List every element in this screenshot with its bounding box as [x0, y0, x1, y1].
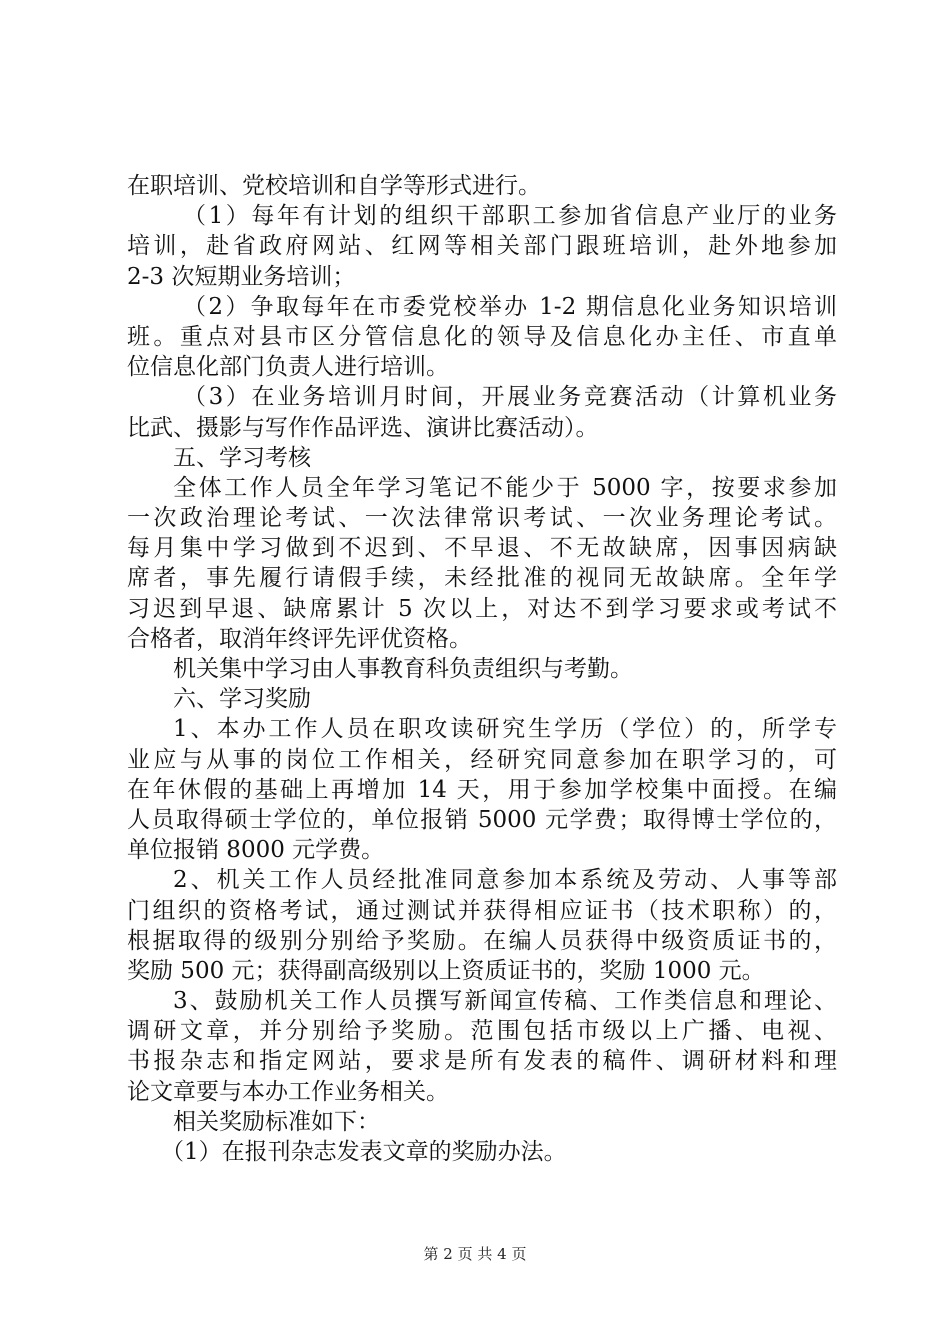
- text-line: 全体工作人员全年学习笔记不能少于 5000 字，按要求参加: [173, 474, 837, 501]
- text-line: 2、机关工作人员经批准同意参加本系统及劳动、人事等部: [173, 867, 837, 894]
- section-heading: 六、学习奖励: [173, 686, 311, 713]
- text-line: 机关集中学习由人事教育科负责组织与考勤。: [173, 656, 633, 682]
- text-line: 人员取得硕士学位的，单位报销 5000 元学费；取得博士学位的，: [127, 806, 837, 833]
- text-line: 比武、摄影与写作作品评选、演讲比赛活动）。: [127, 414, 599, 441]
- text-line: 论文章要与本办工作业务相关。: [127, 1078, 449, 1105]
- text-line: 1、本办工作人员在职攻读研究生学历（学位）的，所学专: [173, 716, 837, 743]
- text-line: 2-3 次短期业务培训；: [127, 263, 356, 290]
- text-line: 3、鼓励机关工作人员撰写新闻宣传稿、工作类信息和理论、: [173, 988, 837, 1015]
- text-line: 在职培训、党校培训和自学等形式进行。: [127, 173, 541, 199]
- text-line: （2）争取每年在市委党校举办 1-2 期信息化业务知识培训: [183, 293, 837, 320]
- page-number-footer: 第 2 页 共 4 页: [423, 1245, 527, 1263]
- text-line: 单位报销 8000 元学费。: [127, 837, 385, 864]
- text-line: 奖励 500 元；获得副高级别以上资质证书的，奖励 1000 元。: [127, 957, 765, 984]
- text-line: 根据取得的级别分别给予奖励。在编人员获得中级资质证书的，: [127, 927, 837, 954]
- text-line: 位信息化部门负责人进行培训。: [127, 354, 449, 381]
- text-line: 书报杂志和指定网站，要求是所有发表的稿件、调研材料和理: [127, 1048, 837, 1075]
- text-line: 一次政治理论考试、一次法律常识考试、一次业务理论考试。: [127, 505, 837, 532]
- text-line: 门组织的资格考试，通过测试并获得相应证书（技术职称）的，: [127, 897, 837, 924]
- text-line: 业应与从事的岗位工作相关，经研究同意参加在职学习的，可: [127, 746, 837, 773]
- section-heading: 五、学习考核: [173, 444, 311, 471]
- text-line: （3）在业务培训月时间，开展业务竞赛活动（计算机业务: [183, 384, 837, 411]
- text-line: 每月集中学习做到不迟到、不早退、不无故缺席，因事因病缺: [127, 535, 837, 562]
- text-line: 调研文章，并分别给予奖励。范围包括市级以上广播、电视、: [127, 1018, 837, 1045]
- text-line: 合格者，取消年终评先评优资格。: [127, 625, 472, 652]
- text-line: 在年休假的基础上再增加 14 天，用于参加学校集中面授。在编: [127, 776, 837, 803]
- text-line: 班。重点对县市区分管信息化的领导及信息化办主任、市直单: [127, 323, 837, 350]
- text-line: 习迟到早退、缺席累计 5 次以上，对达不到学习要求或考试不: [127, 595, 837, 622]
- text-line: （1）在报刊杂志发表文章的奖励办法。: [161, 1139, 567, 1165]
- text-line: （1）每年有计划的组织干部职工参加省信息产业厅的业务: [183, 203, 837, 230]
- text-line: 相关奖励标准如下：: [173, 1108, 380, 1135]
- text-line: 席者，事先履行请假手续，未经批准的视同无故缺席。全年学: [127, 565, 837, 592]
- text-line: 培训，赴省政府网站、红网等相关部门跟班培训，赴外地参加: [127, 233, 837, 260]
- document-body: [127, 171, 837, 1167]
